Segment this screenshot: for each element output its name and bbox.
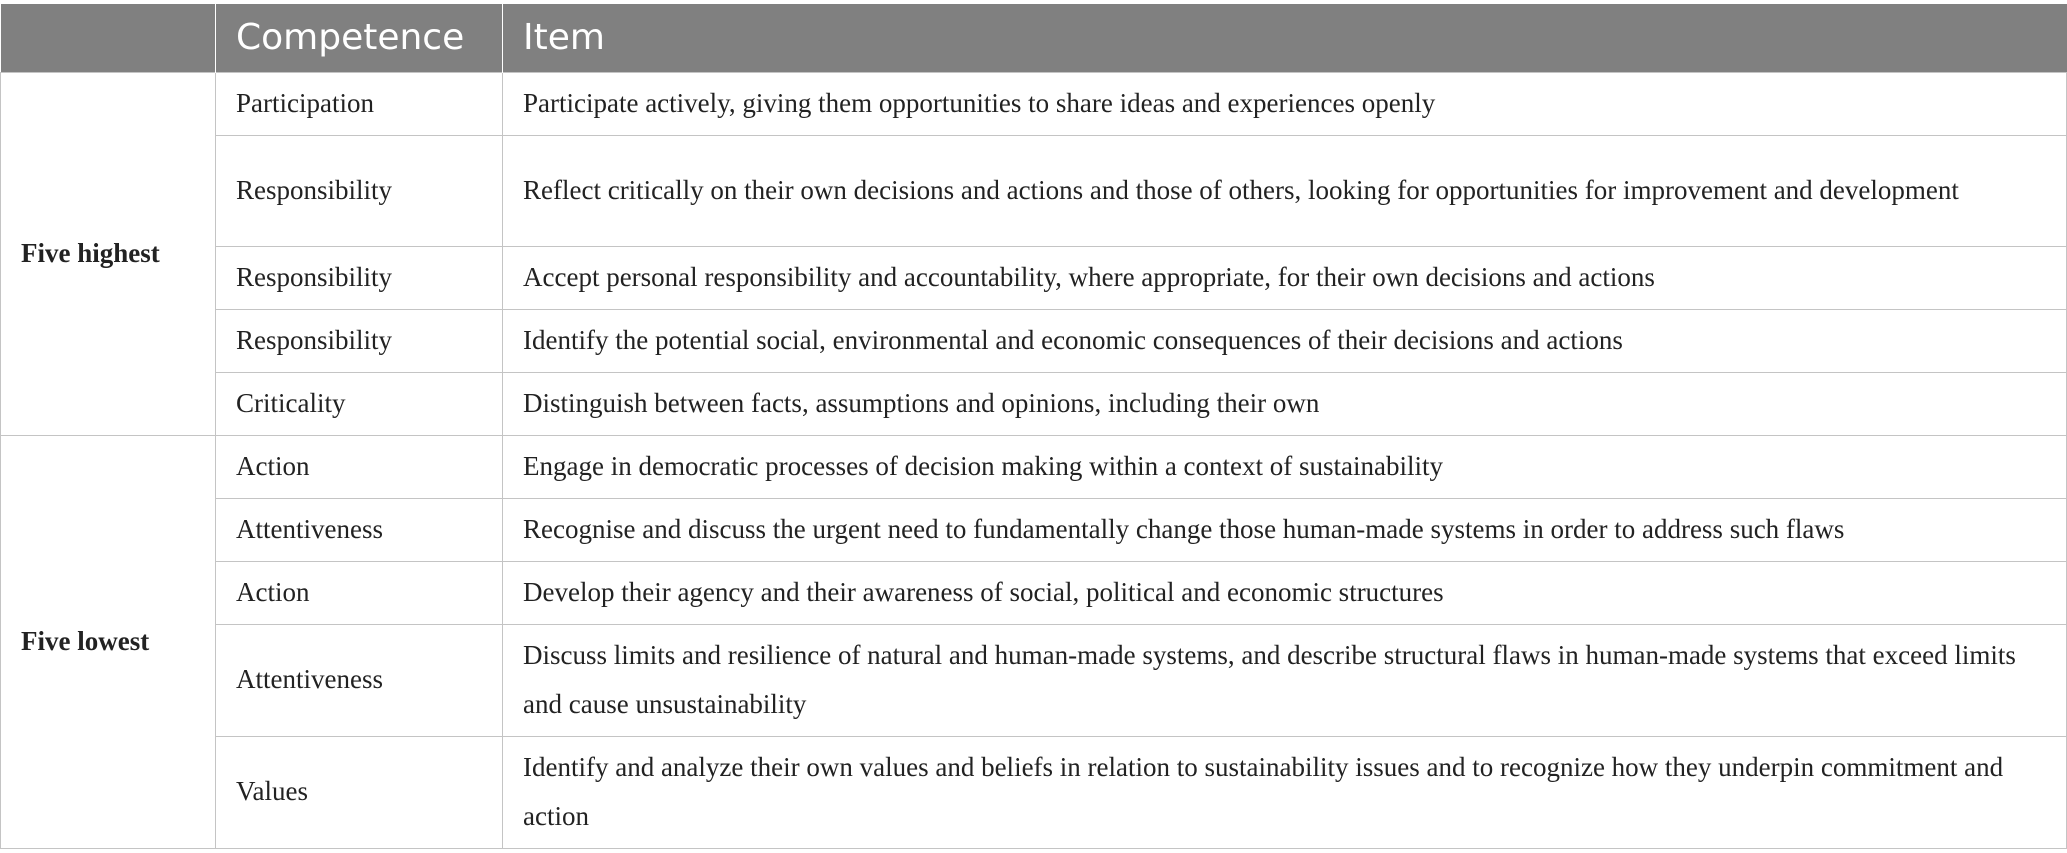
table-row <box>1 72 2067 135</box>
header-item: Item <box>503 4 2067 72</box>
header-competence: Competence <box>216 4 503 72</box>
group-label-highest: Five highest <box>1 72 216 435</box>
competence-cell: Responsibility <box>216 309 503 372</box>
item-cell: Identify and analyze their own values and beliefs in relation to sustainability issues and to recognize how they underpin commitment and action <box>503 736 2067 848</box>
competence-cell: Action <box>216 561 503 624</box>
item-cell: Accept personal responsibility and accountability, where appropriate, for their own decisions and actions <box>503 246 2067 309</box>
item-cell: Distinguish between facts, assumptions and opinions, including their own <box>503 372 2067 435</box>
table-row <box>1 624 2067 736</box>
table-row <box>1 246 2067 309</box>
table-row <box>1 372 2067 435</box>
item-cell: Reflect critically on their own decisions and actions and those of others, looking for opportunities for improvement and development <box>503 135 2067 246</box>
competence-cell: Participation <box>216 72 503 135</box>
item-cell: Recognise and discuss the urgent need to fundamentally change those human-made systems in order to address such flaws <box>503 498 2067 561</box>
header-row <box>1 4 2067 72</box>
item-cell: Participate actively, giving them opportunities to share ideas and experiences openly <box>503 72 2067 135</box>
competence-cell: Responsibility <box>216 135 503 246</box>
table-body <box>1 72 2067 848</box>
competence-cell: Attentiveness <box>216 498 503 561</box>
competence-cell: Attentiveness <box>216 624 503 736</box>
table-row <box>1 736 2067 848</box>
header-group <box>1 4 216 72</box>
competence-table <box>0 4 2067 849</box>
table-row <box>1 498 2067 561</box>
item-cell: Discuss limits and resilience of natural and human-made systems, and describe structural flaws in human-made systems that exceed limits and cause unsustainability <box>503 624 2067 736</box>
competence-cell: Responsibility <box>216 246 503 309</box>
item-cell: Engage in democratic processes of decision making within a context of sustainability <box>503 435 2067 498</box>
table-row <box>1 309 2067 372</box>
table-row <box>1 561 2067 624</box>
item-cell: Develop their agency and their awareness of social, political and economic structures <box>503 561 2067 624</box>
group-label-lowest: Five lowest <box>1 435 216 848</box>
competence-cell: Action <box>216 435 503 498</box>
item-cell: Identify the potential social, environmental and economic consequences of their decisions and actions <box>503 309 2067 372</box>
table-header <box>1 4 2067 72</box>
table-row <box>1 135 2067 246</box>
competence-cell: Criticality <box>216 372 503 435</box>
table-row <box>1 435 2067 498</box>
competence-cell: Values <box>216 736 503 848</box>
